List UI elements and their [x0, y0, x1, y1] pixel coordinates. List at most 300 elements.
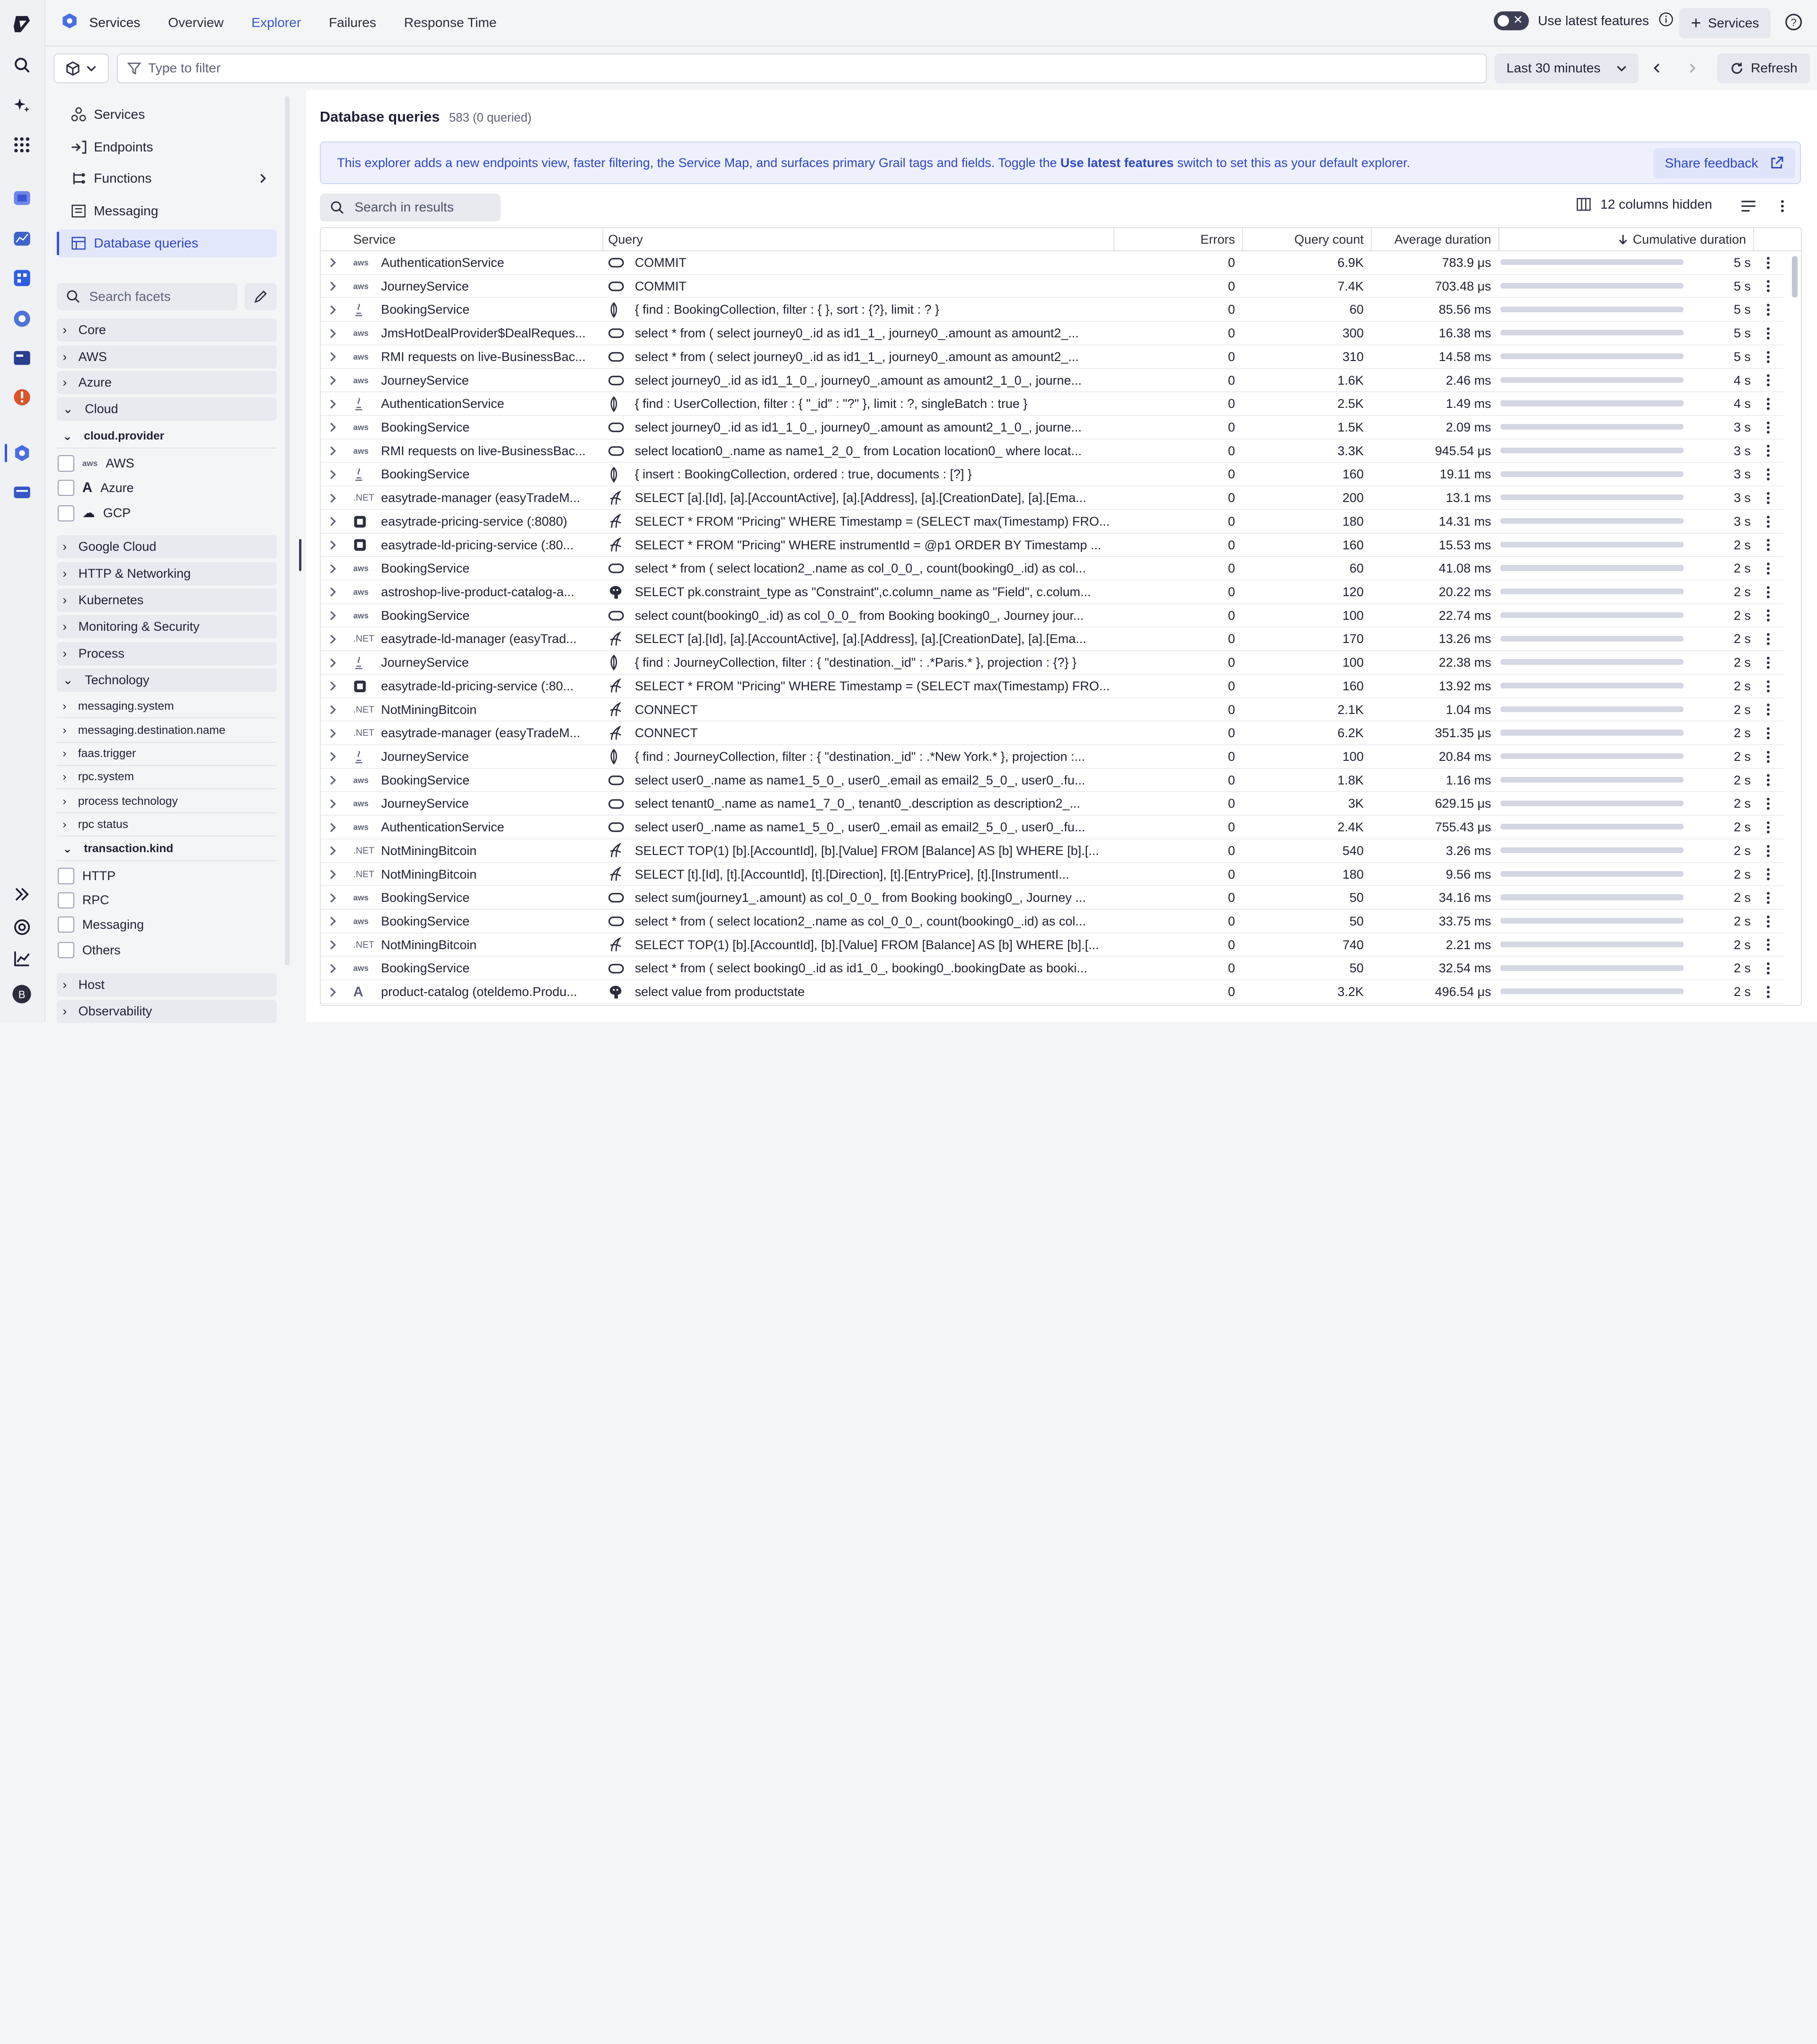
- row-actions-icon[interactable]: [1762, 698, 1773, 722]
- query-text[interactable]: SELECT TOP(1) [b].[AccountId], [b].[Value] FROM [Balance] AS [b] WHERE [b].[...: [635, 934, 1112, 957]
- cumulative-duration-value: 2 s: [1686, 722, 1751, 745]
- cumulative-duration-value: 5 s: [1686, 275, 1751, 298]
- query-text[interactable]: select count(booking0_.id) as col_0_0_ from Booking booking0_, Journey jour...: [635, 604, 1112, 627]
- col-header-query-count[interactable]: Query count: [1237, 228, 1364, 251]
- refresh-button[interactable]: [1717, 53, 1810, 84]
- table-row[interactable]: [321, 934, 1783, 957]
- row-actions-icon[interactable]: [1762, 392, 1773, 415]
- query-count-value: 740: [1237, 934, 1364, 957]
- checkbox[interactable]: [58, 892, 74, 908]
- expand-row-chevron-icon[interactable]: [328, 581, 342, 604]
- table-row[interactable]: [321, 463, 1783, 486]
- query-text[interactable]: SELECT * FROM "Pricing" WHERE Timestamp = (SELECT max(Timestamp) FRO...: [635, 675, 1112, 698]
- query-text[interactable]: select * from ( select booking0_.id as id1_0_, booking0_.bookingDate as booki...: [635, 957, 1112, 980]
- query-text[interactable]: select * from ( select journey0_.id as id1_1_, journey0_.amount as amount2_...: [635, 322, 1112, 345]
- app-icon-6[interactable]: [10, 386, 34, 409]
- checkbox[interactable]: [58, 868, 74, 884]
- query-count-value: 100: [1237, 604, 1364, 627]
- row-actions-icon[interactable]: [1762, 581, 1773, 604]
- facet-group-process[interactable]: [57, 642, 277, 665]
- filter-input[interactable]: [117, 53, 1487, 84]
- table-row[interactable]: [321, 581, 1783, 604]
- service-name[interactable]: JourneyService: [381, 745, 597, 768]
- dynatrace-logo-icon[interactable]: [10, 13, 34, 36]
- row-actions-icon[interactable]: [1762, 957, 1773, 980]
- checkbox[interactable]: [58, 916, 74, 933]
- query-count-value: 6.9K: [1237, 251, 1364, 274]
- query-count-value: 160: [1237, 534, 1364, 557]
- duration-bar: [1500, 400, 1684, 406]
- service-name[interactable]: product-catalog (oteldemo.Produ...: [381, 980, 597, 1004]
- service-name[interactable]: BookingService: [381, 604, 597, 627]
- col-header-errors[interactable]: Errors: [1113, 228, 1235, 251]
- table-row[interactable]: [321, 275, 1783, 299]
- query-text[interactable]: select * from ( select location2_.name as col_0_0_, count(booking0_.id) as col...: [635, 557, 1112, 580]
- query-text[interactable]: select user0_.name as name1_5_0_, user0_.email as email2_5_0_, user0_.fu...: [635, 769, 1112, 792]
- average-duration-value: 41.08 ms: [1366, 557, 1491, 580]
- row-actions-icon[interactable]: [1762, 745, 1773, 768]
- facet-group-google-cloud[interactable]: [57, 535, 277, 558]
- row-actions-icon[interactable]: [1762, 980, 1773, 1004]
- expand-row-chevron-icon[interactable]: [328, 534, 342, 557]
- latest-features-toggle-group: [1494, 11, 1673, 30]
- facet-group-label: Monitoring & Security: [79, 619, 200, 634]
- row-actions-icon[interactable]: [1762, 510, 1773, 533]
- share-feedback-button[interactable]: [1653, 148, 1795, 178]
- checkbox-aws[interactable]: [58, 452, 134, 475]
- row-actions-icon[interactable]: [1762, 722, 1773, 745]
- table-row[interactable]: [321, 627, 1783, 651]
- java-tech-icon: [353, 463, 376, 486]
- service-name[interactable]: astroshop-live-product-catalog-a...: [381, 581, 597, 604]
- facet-messaging-destination[interactable]: [57, 720, 277, 743]
- row-actions-icon[interactable]: [1762, 627, 1773, 651]
- facet-group-observability[interactable]: [57, 1000, 277, 1023]
- query-text[interactable]: COMMIT: [635, 275, 1112, 298]
- facet-rpc-status[interactable]: [57, 813, 277, 837]
- db-db-icon: [608, 769, 629, 792]
- service-name[interactable]: BookingService: [381, 416, 597, 439]
- query-text[interactable]: select sum(journey1_.amount) as col_0_0_ from Booking booking0_, Journey ...: [635, 886, 1112, 909]
- expand-row-chevron-icon[interactable]: [328, 863, 342, 886]
- service-name[interactable]: easytrade-pricing-service (:8080): [381, 510, 597, 533]
- sidebar-scrollbar[interactable]: [285, 96, 290, 965]
- table-scrollbar[interactable]: [1792, 256, 1798, 298]
- duration-bar-fill: [1500, 706, 1583, 712]
- query-text[interactable]: { insert : BookingCollection, ordered : true, documents : [?] }: [635, 463, 1112, 486]
- facet-group-aws[interactable]: [57, 345, 277, 369]
- chevron-down-icon: ⌄: [62, 842, 72, 856]
- mssql-db-icon: [608, 863, 629, 886]
- row-actions-icon[interactable]: [1762, 675, 1773, 698]
- row-actions-icon[interactable]: [1762, 863, 1773, 886]
- facet-group-host[interactable]: [57, 973, 277, 996]
- row-actions-icon[interactable]: [1762, 910, 1773, 933]
- row-actions-icon[interactable]: [1762, 534, 1773, 557]
- query-text[interactable]: SELECT [t].[Id], [t].[AccountId], [t].[Direction], [t].[EntryPrice], [t].[InstrumentI...: [635, 863, 1112, 886]
- page-header: [320, 109, 531, 125]
- expand-row-chevron-icon[interactable]: [328, 769, 342, 792]
- query-text[interactable]: SELECT [a].[Id], [a].[AccountActive], [a].[Address], [a].[CreationDate], [a].[Ema...: [635, 486, 1112, 510]
- service-name[interactable]: BookingService: [381, 886, 597, 909]
- facet-label: rpc status: [78, 818, 128, 831]
- expand-row-chevron-icon[interactable]: [328, 557, 342, 580]
- errors-value: 0: [1113, 698, 1235, 722]
- service-name[interactable]: JourneyService: [381, 275, 597, 298]
- query-text[interactable]: { find : JourneyCollection, filter : { "destination._id" : .*New York.* }, projection :...: [635, 745, 1112, 768]
- columns-hidden-button[interactable]: [1576, 197, 1712, 212]
- table-row[interactable]: [321, 957, 1783, 980]
- sidebar-item-label: Messaging: [94, 203, 158, 219]
- service-name[interactable]: NotMiningBitcoin: [381, 934, 597, 957]
- service-name[interactable]: NotMiningBitcoin: [381, 839, 597, 863]
- facet-group-label: Azure: [79, 375, 112, 390]
- sidebar-item-messaging[interactable]: [57, 197, 277, 225]
- cumulative-duration-value: 3 s: [1686, 440, 1751, 463]
- query-text[interactable]: SELECT * FROM "Pricing" WHERE instrumentId = @p1 ORDER BY Timestamp ...: [635, 534, 1112, 557]
- facet-group-core[interactable]: [57, 318, 277, 342]
- table-row[interactable]: [321, 698, 1783, 722]
- row-actions-icon[interactable]: [1762, 934, 1773, 957]
- query-text[interactable]: select journey0_.id as id1_1_0_, journey0_.amount as amount2_1_0_, journe...: [635, 416, 1112, 439]
- service-name[interactable]: RMI requests on live-BusinessBac...: [381, 440, 597, 463]
- table-row[interactable]: [321, 651, 1783, 675]
- edit-facets-button[interactable]: [245, 283, 277, 311]
- facet-group-azure[interactable]: [57, 371, 277, 394]
- table-row[interactable]: [321, 298, 1783, 322]
- service-name[interactable]: JourneyService: [381, 792, 597, 815]
- more-options-icon[interactable]: [1780, 199, 1785, 216]
- table-row[interactable]: [321, 392, 1783, 416]
- sidebar-item-services[interactable]: [57, 101, 277, 129]
- expand-row-chevron-icon[interactable]: [328, 251, 342, 274]
- expand-row-chevron-icon[interactable]: [328, 839, 342, 863]
- row-actions-icon[interactable]: [1762, 557, 1773, 580]
- facet-process-technology[interactable]: [57, 790, 277, 813]
- query-text[interactable]: select * from ( select location2_.name as col_0_0_, count(booking0_.id) as col...: [635, 910, 1112, 933]
- duration-bar-fill: [1500, 636, 1588, 642]
- app-icon-5[interactable]: [10, 346, 34, 370]
- cumulative-duration-value: 2 s: [1686, 816, 1751, 839]
- query-text[interactable]: SELECT [a].[Id], [a].[AccountActive], [a].[Address], [a].[CreationDate], [a].[Ema...: [635, 627, 1112, 651]
- facet-search-input[interactable]: [57, 283, 238, 311]
- query-text[interactable]: COMMIT: [635, 251, 1112, 274]
- query-text[interactable]: select location0_.name as name1_2_0_ from Location location0_ where locat...: [635, 440, 1112, 463]
- service-name[interactable]: BookingService: [381, 957, 597, 980]
- service-name[interactable]: BookingService: [381, 298, 597, 321]
- expand-row-chevron-icon[interactable]: [328, 463, 342, 486]
- chevron-right-icon: ›: [62, 539, 67, 554]
- query-count-value: 310: [1237, 345, 1364, 369]
- cumulative-duration-value: 5 s: [1686, 298, 1751, 321]
- facet-faas-trigger[interactable]: [57, 743, 277, 766]
- net-tech-icon: .NET: [353, 698, 376, 722]
- expand-row-chevron-icon[interactable]: [328, 722, 342, 745]
- duration-bar: [1500, 988, 1684, 994]
- table-row[interactable]: [321, 486, 1783, 510]
- query-text[interactable]: SELECT pk.constraint_type as "Constraint",c.column_name as "Field", c.colum...: [635, 581, 1112, 604]
- expand-row-chevron-icon[interactable]: [328, 345, 342, 369]
- query-text[interactable]: select journey0_.id as id1_1_0_, journey0_.amount as amount2_1_0_, journe...: [635, 369, 1112, 392]
- sidebar-item-label: Database queries: [94, 236, 198, 251]
- col-header-service[interactable]: Service: [353, 228, 396, 251]
- expand-row-chevron-icon[interactable]: [328, 886, 342, 909]
- checkbox-http[interactable]: [58, 864, 115, 888]
- row-actions-icon[interactable]: [1762, 886, 1773, 909]
- sidebar-item-functions[interactable]: [57, 165, 277, 193]
- row-actions-icon[interactable]: [1762, 604, 1773, 627]
- time-next-button[interactable]: [1677, 53, 1707, 84]
- expand-row-chevron-icon[interactable]: [328, 440, 342, 463]
- result-count: 583 (0 queried): [449, 111, 531, 125]
- service-name[interactable]: AuthenticationService: [381, 392, 597, 415]
- add-services-button[interactable]: [1679, 8, 1771, 38]
- checkbox-others[interactable]: [58, 939, 120, 962]
- table-row[interactable]: [321, 745, 1783, 769]
- col-header-average-duration[interactable]: Average duration: [1366, 228, 1491, 251]
- service-name[interactable]: RMI requests on live-BusinessBac...: [381, 345, 597, 369]
- average-duration-value: 14.58 ms: [1366, 345, 1491, 369]
- expand-row-chevron-icon[interactable]: [328, 298, 342, 321]
- table-row[interactable]: [321, 416, 1783, 440]
- table-row[interactable]: [321, 251, 1783, 275]
- expand-row-chevron-icon[interactable]: [328, 980, 342, 1004]
- expand-row-chevron-icon[interactable]: [328, 816, 342, 839]
- expand-row-chevron-icon[interactable]: [328, 369, 342, 392]
- timeframe-selector[interactable]: [1495, 53, 1639, 84]
- query-count-value: 6.2K: [1237, 722, 1364, 745]
- table-row[interactable]: [321, 816, 1783, 839]
- search-icon[interactable]: [10, 53, 34, 77]
- segment-picker-button[interactable]: [53, 53, 109, 84]
- query-count-value: 60: [1237, 298, 1364, 321]
- table-row[interactable]: [321, 722, 1783, 745]
- table-row[interactable]: [321, 369, 1783, 393]
- expand-row-chevron-icon[interactable]: [328, 934, 342, 957]
- expand-row-chevron-icon[interactable]: [328, 510, 342, 533]
- service-name[interactable]: BookingService: [381, 557, 597, 580]
- errors-value: 0: [1113, 627, 1235, 651]
- expand-row-chevron-icon[interactable]: [328, 627, 342, 651]
- info-icon[interactable]: [1658, 12, 1674, 30]
- query-text[interactable]: CONNECT: [635, 722, 1112, 745]
- query-text[interactable]: CONNECT: [635, 698, 1112, 722]
- checkbox-rpc[interactable]: [58, 889, 109, 912]
- expand-row-chevron-icon[interactable]: [328, 910, 342, 933]
- results-search-input[interactable]: [320, 194, 501, 221]
- table-row[interactable]: [321, 345, 1783, 369]
- service-name[interactable]: AuthenticationService: [381, 816, 597, 839]
- help-icon[interactable]: [1784, 13, 1803, 35]
- facet-group-label: Process: [79, 646, 124, 661]
- table-row[interactable]: [321, 886, 1783, 910]
- services-app-icon[interactable]: [10, 441, 34, 465]
- errors-value: 0: [1113, 651, 1235, 674]
- query-text[interactable]: select user0_.name as name1_5_0_, user0_.email as email2_5_0_, user0_.fu...: [635, 816, 1112, 839]
- service-name[interactable]: NotMiningBitcoin: [381, 863, 597, 886]
- query-text[interactable]: SELECT * FROM "Pricing" WHERE Timestamp = (SELECT max(Timestamp) FRO...: [635, 510, 1112, 533]
- query-text[interactable]: select * from ( select journey0_.id as id1_1_, journey0_.amount as amount2_...: [635, 345, 1112, 369]
- app-icon-3[interactable]: [10, 266, 34, 290]
- tab-failures[interactable]: Failures: [315, 0, 390, 46]
- chevron-right-icon: ›: [62, 619, 67, 634]
- cumulative-duration-value: 2 s: [1686, 839, 1751, 863]
- sparkle-icon[interactable]: [10, 94, 34, 117]
- support-icon[interactable]: [10, 916, 34, 939]
- checkbox-azure[interactable]: [58, 476, 133, 500]
- checkbox[interactable]: [58, 942, 74, 958]
- tab-response-time[interactable]: Response Time: [390, 0, 510, 46]
- service-name[interactable]: JourneyService: [381, 651, 597, 674]
- expand-rail-icon[interactable]: [10, 883, 34, 906]
- table-row[interactable]: [321, 980, 1783, 1004]
- service-name[interactable]: JmsHotDealProvider$DealReques...: [381, 322, 597, 345]
- expand-row-chevron-icon[interactable]: [328, 604, 342, 627]
- sidebar-item-endpoints[interactable]: [57, 133, 277, 161]
- expand-row-chevron-icon[interactable]: [328, 651, 342, 674]
- table-row[interactable]: [321, 534, 1783, 557]
- cumulative-duration-value: 3 s: [1686, 416, 1751, 439]
- service-name[interactable]: BookingService: [381, 910, 597, 933]
- chevron-right-icon: ›: [62, 978, 67, 992]
- expand-row-chevron-icon[interactable]: [328, 957, 342, 980]
- checkbox[interactable]: [58, 455, 74, 471]
- average-duration-value: 19.11 ms: [1366, 463, 1491, 486]
- query-text[interactable]: select tenant0_.name as name1_7_0_, tenant0_.description as description2_...: [635, 792, 1112, 815]
- table-row[interactable]: [321, 769, 1783, 793]
- service-name[interactable]: easytrade-ld-pricing-service (:80...: [381, 675, 597, 698]
- query-text[interactable]: { find : UserCollection, filter : { "_id" : "?" }, limit : ?, singleBatch : true }: [635, 392, 1112, 415]
- col-header-cumulative-duration[interactable]: [1498, 228, 1746, 251]
- errors-value: 0: [1113, 957, 1235, 980]
- query-text[interactable]: { find : BookingCollection, filter : { }, sort : {?}, limit : ? }: [635, 298, 1112, 321]
- row-actions-icon[interactable]: [1762, 345, 1773, 369]
- tab-explorer[interactable]: Explorer: [238, 0, 315, 46]
- expand-row-chevron-icon[interactable]: [328, 745, 342, 768]
- row-actions-icon[interactable]: [1762, 769, 1773, 792]
- row-actions-icon[interactable]: [1762, 416, 1773, 439]
- checkbox-gcp[interactable]: [58, 502, 131, 525]
- row-actions-icon[interactable]: [1762, 651, 1773, 674]
- latest-features-toggle[interactable]: ✕: [1494, 11, 1528, 30]
- facet-transaction-kind[interactable]: [57, 838, 277, 861]
- sidebar-resize-handle[interactable]: [299, 539, 301, 572]
- expand-row-chevron-icon[interactable]: [328, 275, 342, 298]
- checkbox-messaging[interactable]: [58, 913, 144, 936]
- sidebar-item-database-queries[interactable]: [57, 229, 277, 257]
- row-actions-icon[interactable]: [1762, 816, 1773, 839]
- facet-group-kubernetes[interactable]: [57, 589, 277, 612]
- facet-cloud-provider[interactable]: [57, 425, 277, 449]
- table-row[interactable]: [321, 910, 1783, 934]
- row-actions-icon[interactable]: [1762, 486, 1773, 510]
- app-icon-4[interactable]: [10, 307, 34, 330]
- table-row[interactable]: [321, 792, 1783, 816]
- service-name[interactable]: easytrade-ld-pricing-service (:80...: [381, 534, 597, 557]
- apps-grid-icon[interactable]: [10, 133, 34, 157]
- chart-icon[interactable]: [10, 947, 34, 970]
- facet-group-monitoring-security[interactable]: [57, 615, 277, 638]
- row-actions-icon[interactable]: [1762, 275, 1773, 298]
- table-row[interactable]: [321, 604, 1783, 628]
- table-row[interactable]: [321, 557, 1783, 581]
- service-name[interactable]: easytrade-ld-manager (easyTrad...: [381, 627, 597, 651]
- service-name[interactable]: JourneyService: [381, 369, 597, 392]
- app-icon-7[interactable]: [10, 481, 34, 504]
- app-icon-2[interactable]: [10, 227, 34, 250]
- facet-messaging-system[interactable]: [57, 695, 277, 718]
- service-name[interactable]: NotMiningBitcoin: [381, 698, 597, 722]
- java-tech-icon: [353, 298, 376, 321]
- table-row[interactable]: [321, 839, 1783, 863]
- checkbox[interactable]: [58, 505, 74, 521]
- cumulative-duration-value: 2 s: [1686, 698, 1751, 722]
- aws-tech-icon: aws: [353, 416, 376, 439]
- expand-row-chevron-icon[interactable]: [328, 322, 342, 345]
- service-name[interactable]: easytrade-manager (easyTradeM...: [381, 722, 597, 745]
- query-text[interactable]: SELECT TOP(1) [b].[AccountId], [b].[Value] FROM [Balance] AS [b] WHERE [b].[...: [635, 839, 1112, 863]
- service-name[interactable]: BookingService: [381, 463, 597, 486]
- table-row[interactable]: [321, 863, 1783, 887]
- user-avatar-icon[interactable]: [10, 983, 34, 1006]
- aws-tech-icon: aws: [353, 581, 376, 604]
- facet-group-http-networking[interactable]: [57, 562, 277, 585]
- app-icon-1[interactable]: [10, 186, 34, 210]
- col-header-query[interactable]: Query: [608, 228, 643, 251]
- facet-group-technology[interactable]: [57, 669, 277, 692]
- line-wrap-icon[interactable]: [1740, 199, 1756, 216]
- table-row[interactable]: [321, 510, 1783, 534]
- checkbox-label: HTTP: [82, 869, 115, 883]
- cumulative-duration-value: 2 s: [1686, 604, 1751, 627]
- table-row[interactable]: [321, 322, 1783, 345]
- expand-row-chevron-icon[interactable]: [328, 392, 342, 415]
- expand-row-chevron-icon[interactable]: [328, 698, 342, 722]
- duration-bar-fill: [1500, 659, 1587, 665]
- tab-overview[interactable]: Overview: [154, 0, 238, 46]
- row-actions-icon[interactable]: [1762, 440, 1773, 463]
- row-actions-icon[interactable]: [1762, 322, 1773, 345]
- facet-rpc-system[interactable]: [57, 766, 277, 789]
- row-actions-icon[interactable]: [1762, 298, 1773, 321]
- facet-group-cloud[interactable]: [57, 397, 277, 421]
- expand-row-chevron-icon[interactable]: [328, 792, 342, 815]
- table-row[interactable]: [321, 675, 1783, 698]
- mongo-db-icon: [608, 463, 629, 486]
- table-row[interactable]: [321, 440, 1783, 463]
- checkbox[interactable]: [58, 480, 74, 496]
- service-name[interactable]: easytrade-manager (easyTradeM...: [381, 486, 597, 510]
- time-prev-button[interactable]: [1642, 53, 1672, 84]
- row-actions-icon[interactable]: [1762, 839, 1773, 863]
- service-name[interactable]: BookingService: [381, 769, 597, 792]
- cumulative-duration-value: 2 s: [1686, 745, 1751, 768]
- service-name[interactable]: AuthenticationService: [381, 251, 597, 274]
- row-actions-icon[interactable]: [1762, 463, 1773, 486]
- expand-row-chevron-icon[interactable]: [328, 416, 342, 439]
- duration-bar-fill: [1500, 377, 1647, 383]
- query-text[interactable]: { find : JourneyCollection, filter : { "destination._id" : .*Paris.* }, projection : {?} }: [635, 651, 1112, 674]
- cumulative-duration-value: 2 s: [1686, 980, 1751, 1004]
- row-actions-icon[interactable]: [1762, 251, 1773, 274]
- query-text[interactable]: select value from productstate: [635, 980, 1112, 1004]
- row-actions-icon[interactable]: [1762, 792, 1773, 815]
- expand-row-chevron-icon[interactable]: [328, 486, 342, 510]
- expand-row-chevron-icon[interactable]: [328, 675, 342, 698]
- app-title[interactable]: [45, 13, 154, 32]
- duration-bar-fill: [1500, 518, 1603, 524]
- row-actions-icon[interactable]: [1762, 369, 1773, 392]
